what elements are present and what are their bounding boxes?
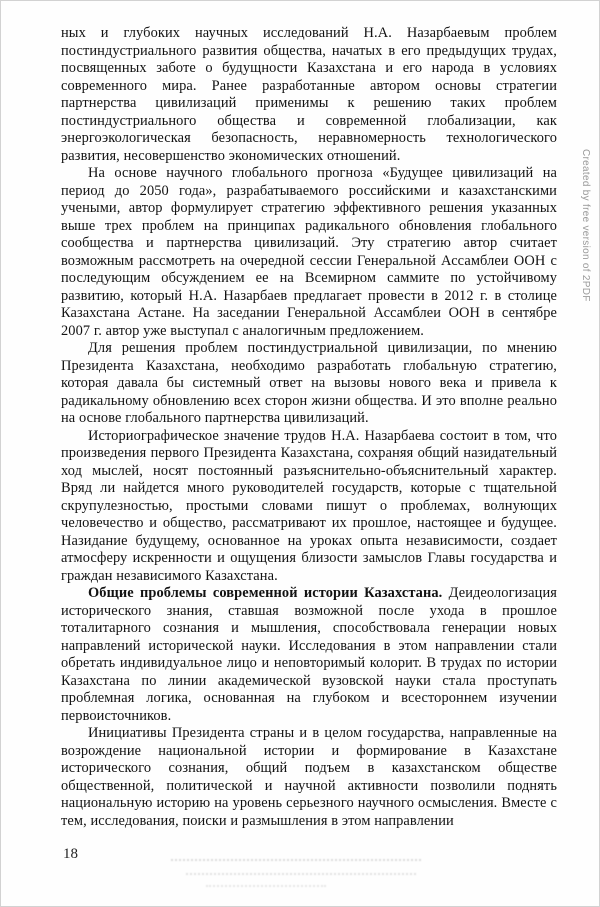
- paragraph: На основе научного глобального прогноза «Будущее цивилизаций на период до 2050 года», разрабатываемого российскими и казахстанскими учеными, автор формулирует стратегию эффективного решения указанных выше трех проблем на принципах радикального обновления глобального сообщества и партнерства цивилизаций. Эту стратегию автор считает возможным рассмотреть на очередной сессии Генеральной Ассамблеи ООН с последующим обсуждением ее на Всемирном саммите по устойчивому развитию, который Н.А. Назарбаев предлагает провести в 2012 г. в столице Казахстана Астане. На заседании Генеральной Ассамблеи ООН в сентябре 2007 г. автор уже выступал с аналогичным предложением.: [61, 165, 557, 339]
- paragraph: Для решения проблем постиндустриальной цивилизации, по мнению Президента Казахстана, необходимо разработать глобальную стратегию, которая давала бы системный ответ на вызовы нового века и привела к радикальному обновлению всех сторон жизни общества. И это вполне реально на основе глобального партнерства цивилизаций.: [61, 340, 557, 426]
- paragraph-lead: Общие проблемы современной истории Казахстана.: [88, 585, 449, 601]
- scan-artifact: [186, 873, 416, 875]
- scan-artifact: [171, 859, 421, 861]
- text-column: [61, 25, 557, 830]
- paragraph: ных и глубоких научных исследований Н.А. Назарбаевым проблем постиндустриального развития общества, начатых в его предыдущих трудах, посвященных заботе о будущности Казахстана и его народа в условиях современного мира. Ранее разработанные автором основы стратегии партнерства цивилизаций применимы к решению таких проблем постиндустриального общества и современной глобализации, как энергоэкологическая безопасность, неравномерность технологического развития, несовершенство экономических отношений.: [61, 25, 557, 164]
- watermark-text: Created by free version of 2PDF: [580, 149, 591, 302]
- paragraph: Историографическое значение трудов Н.А. Назарбаева состоит в том, что произведения первого Президента Казахстана, сохраняя общий назидательный ход мыслей, носят постоянный разъяснительно-объяснительный характер. Вряд ли найдется много руководителей государств, которые с тщательной скрупулезностью, простыми словами пишут о проблемах, волнующих человечество и общество, рассматривают их прошлое, настоящее и будущее. Назидание будущему, основанное на уроках опыта независимости, создает атмосферу искренности и ощущения близости замыслов Главы государства и граждан независимого Казахстана.: [61, 427, 557, 584]
- scan-artifact: [206, 885, 326, 887]
- paragraph: Общие проблемы современной истории Казахстана. Деидеологизация исторического знания, ставшая возможной после ухода в прошлое тоталитарного сознания и мышления, способствовала генерации новых направлений исторической науки. Исследования в этом направлении стали обретать индивидуальное лицо и неповторимый колорит. В трудах по истории Казахстана по линии академической вузовской науки стала проступать проблемная логика, основанная на глубоком и всестороннем изучении первоисточников.: [61, 585, 557, 724]
- paragraph: Инициативы Президента страны и в целом государства, направленные на возрождение национальной истории и формирование в Казахстане исторического сознания, общий подъем в казахстанском обществе общественной, политической и научной активности позволили поднять национальную историю на уровень серьезного научного осмысления. Вместе с тем, исследования, поиски и размышления в этом направлении: [61, 725, 557, 829]
- page-number: 18: [63, 846, 78, 862]
